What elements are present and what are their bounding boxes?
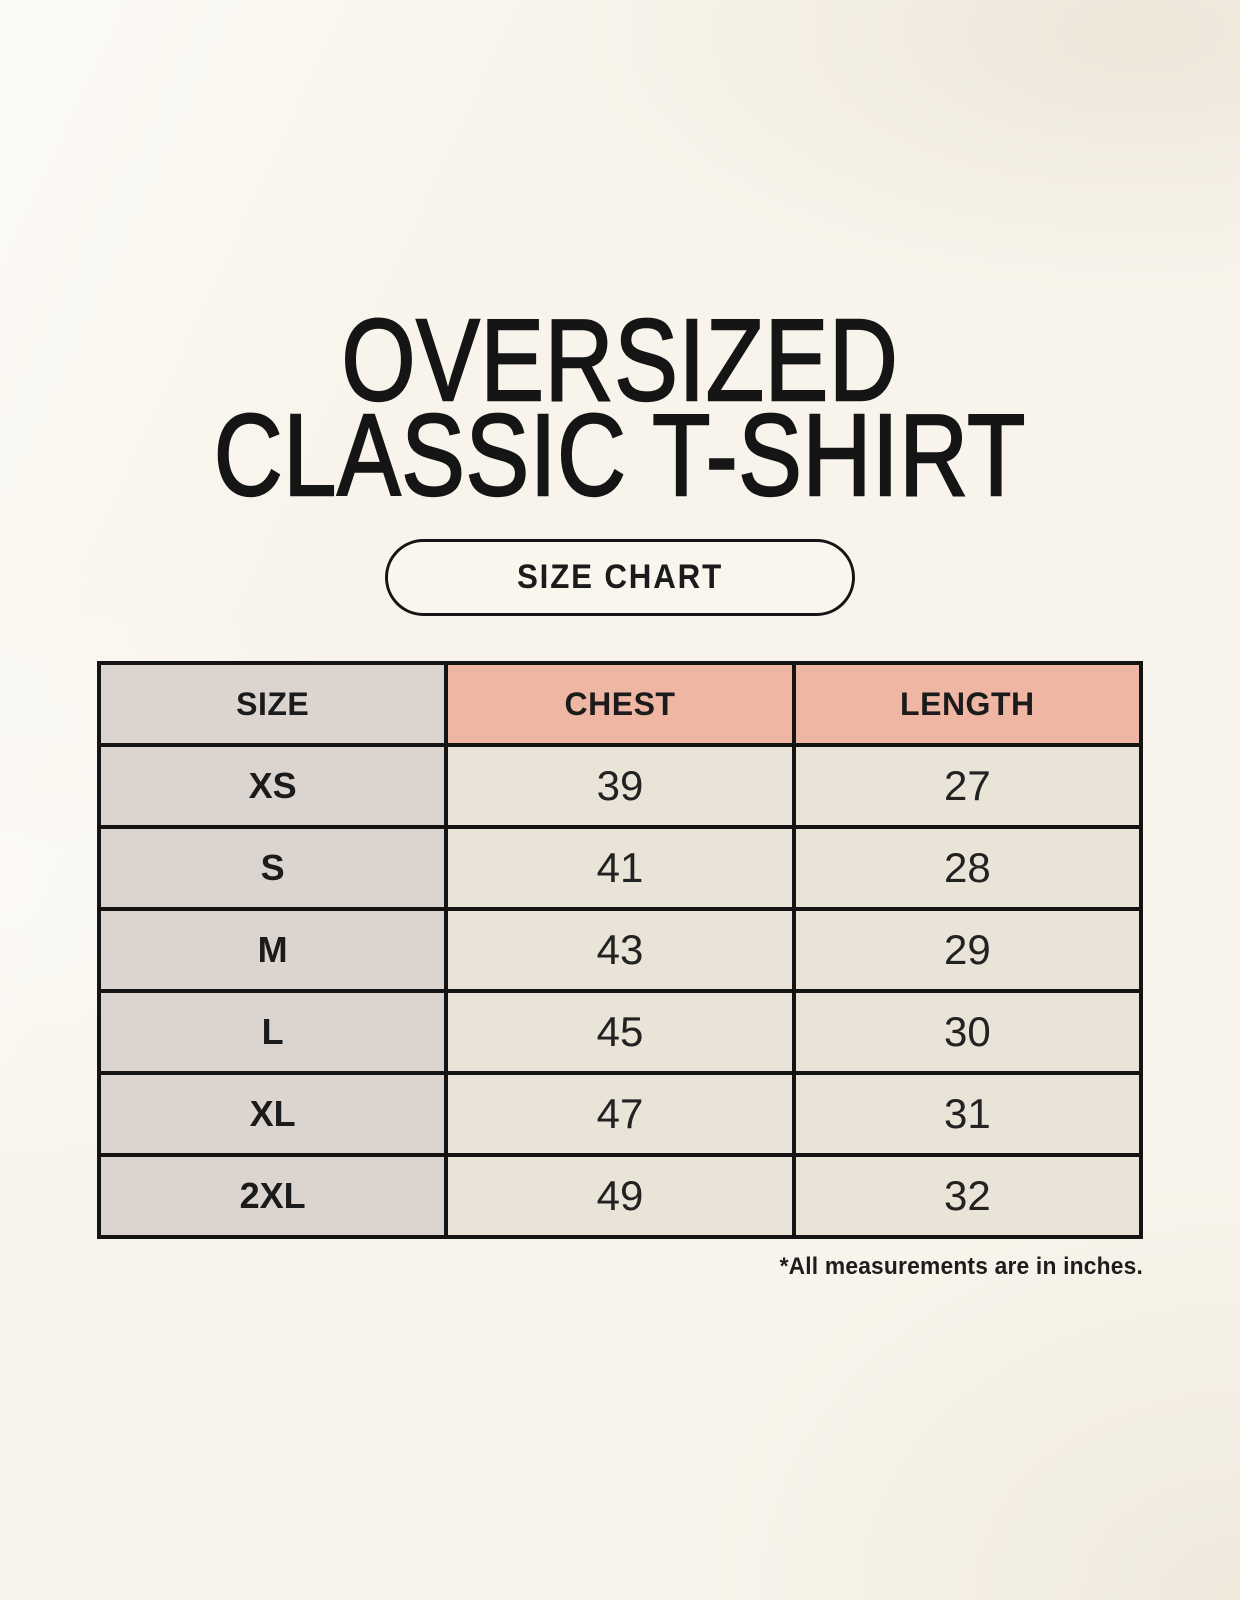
size-label: XL <box>99 1073 446 1155</box>
size-label: 2XL <box>99 1155 446 1237</box>
table-row-s <box>99 827 1141 909</box>
size-label: S <box>99 827 446 909</box>
measurement-units-footnote: *All measurements are in inches. <box>779 1253 1143 1281</box>
page-title-line-1: OVERSIZED <box>341 295 899 425</box>
length-value: 31 <box>794 1073 1141 1155</box>
length-value: 28 <box>794 827 1141 909</box>
size-label: XS <box>99 745 446 827</box>
table-header-row <box>99 663 1141 745</box>
table-row-2xl <box>99 1155 1141 1237</box>
size-label: M <box>99 909 446 991</box>
length-value: 30 <box>794 991 1141 1073</box>
chest-value: 39 <box>446 745 793 827</box>
page-title-line-2: CLASSIC T-SHIRT <box>213 390 1027 521</box>
chest-value: 43 <box>446 909 793 991</box>
table-row-xs <box>99 745 1141 827</box>
size-table-container <box>97 661 1143 1281</box>
page-title <box>112 0 1129 521</box>
table-row-xl <box>99 1073 1141 1155</box>
chest-value: 49 <box>446 1155 793 1237</box>
column-header-chest: CHEST <box>446 663 793 745</box>
size-chart-badge-container <box>0 539 1240 616</box>
chest-value: 45 <box>446 991 793 1073</box>
length-value: 32 <box>794 1155 1141 1237</box>
chest-value: 41 <box>446 827 793 909</box>
size-chart-badge[interactable] <box>385 539 855 616</box>
size-label: L <box>99 991 446 1073</box>
table-row-l <box>99 991 1141 1073</box>
size-table <box>97 661 1143 1239</box>
length-value: 27 <box>794 745 1141 827</box>
table-row-m <box>99 909 1141 991</box>
chest-value: 47 <box>446 1073 793 1155</box>
length-value: 29 <box>794 909 1141 991</box>
column-header-length: LENGTH <box>794 663 1141 745</box>
column-header-size: SIZE <box>99 663 446 745</box>
size-chart-badge-label: SIZE CHART <box>516 558 724 597</box>
